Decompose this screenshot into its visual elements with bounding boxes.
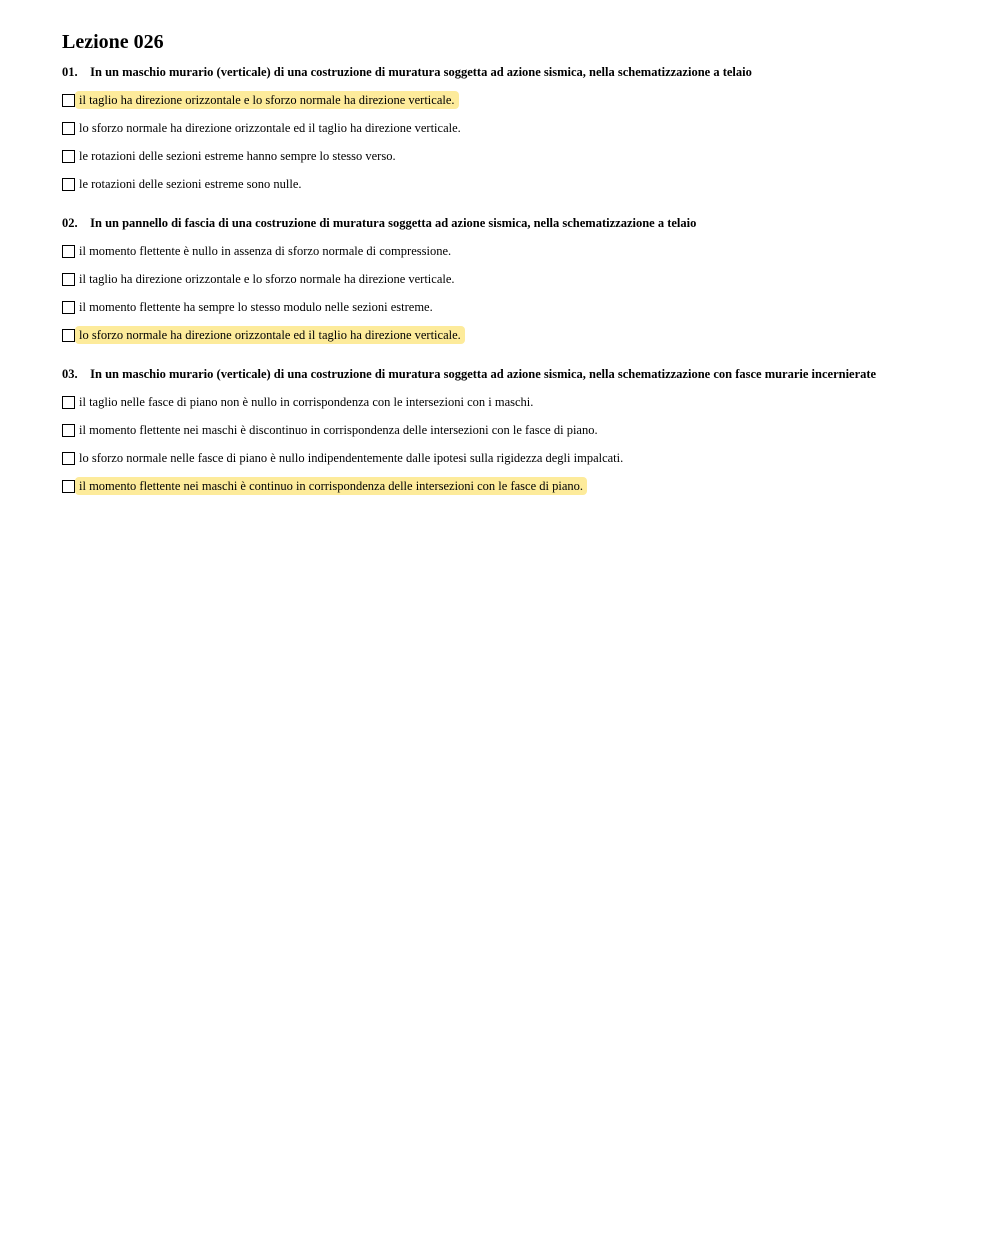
answer-text: le rotazioni delle sezioni estreme sono nulle. bbox=[79, 177, 302, 191]
answer-text: il taglio ha direzione orizzontale e lo sforzo normale ha direzione verticale. bbox=[79, 272, 455, 286]
answer-text: il momento flettente nei maschi è continuo in corrispondenza delle intersezioni con le fasce di piano. bbox=[75, 477, 587, 495]
answer-option bbox=[62, 142, 962, 170]
question-2 bbox=[62, 215, 962, 349]
answer-checkbox[interactable] bbox=[62, 178, 75, 191]
lesson-title: Lezione 026 bbox=[62, 31, 164, 53]
answer-text: le rotazioni delle sezioni estreme hanno sempre lo stesso verso. bbox=[79, 149, 396, 163]
answer-text: il momento flettente ha sempre lo stesso modulo nelle sezioni estreme. bbox=[79, 300, 433, 314]
answer-checkbox[interactable] bbox=[62, 480, 75, 493]
question-text: In un maschio murario (verticale) di una costruzione di muratura soggetta ad azione sismica, nella schematizzazione a telaio bbox=[90, 65, 752, 79]
answer-checkbox[interactable] bbox=[62, 273, 75, 286]
document-page bbox=[62, 29, 962, 517]
answer-option bbox=[62, 86, 962, 114]
question-heading bbox=[62, 366, 962, 382]
question-3 bbox=[62, 366, 962, 500]
answer-option bbox=[62, 293, 962, 321]
answer-text: il momento flettente nei maschi è discontinuo in corrispondenza delle intersezioni con le fasce di piano. bbox=[79, 423, 598, 437]
answer-checkbox[interactable] bbox=[62, 452, 75, 465]
answer-checkbox[interactable] bbox=[62, 245, 75, 258]
answer-option bbox=[62, 170, 962, 198]
answer-checkbox[interactable] bbox=[62, 396, 75, 409]
answer-text: il taglio ha direzione orizzontale e lo sforzo normale ha direzione verticale. bbox=[75, 91, 459, 109]
answer-text: lo sforzo normale ha direzione orizzontale ed il taglio ha direzione verticale. bbox=[75, 326, 465, 344]
answer-text: lo sforzo normale nelle fasce di piano è nullo indipendentemente dalle ipotesi sulla rigidezza degli impalcati. bbox=[79, 451, 624, 465]
question-1 bbox=[62, 64, 962, 198]
answer-checkbox[interactable] bbox=[62, 122, 75, 135]
answer-option bbox=[62, 472, 962, 500]
answer-option bbox=[62, 265, 962, 293]
answer-checkbox[interactable] bbox=[62, 424, 75, 437]
answer-checkbox[interactable] bbox=[62, 94, 75, 107]
answer-text: lo sforzo normale ha direzione orizzontale ed il taglio ha direzione verticale. bbox=[79, 121, 461, 135]
question-number: 03. bbox=[62, 367, 78, 381]
answer-text: il taglio nelle fasce di piano non è nullo in corrispondenza con le intersezioni con i maschi. bbox=[79, 395, 534, 409]
answer-option bbox=[62, 416, 962, 444]
answer-option bbox=[62, 237, 962, 265]
answer-option bbox=[62, 321, 962, 349]
answer-checkbox[interactable] bbox=[62, 301, 75, 314]
question-heading bbox=[62, 215, 962, 231]
answer-option bbox=[62, 388, 962, 416]
question-text: In un pannello di fascia di una costruzione di muratura soggetta ad azione sismica, nella schematizzazione a telaio bbox=[90, 216, 697, 230]
answer-option bbox=[62, 444, 962, 472]
answer-option bbox=[62, 114, 962, 142]
question-heading bbox=[62, 64, 962, 80]
question-text: In un maschio murario (verticale) di una costruzione di muratura soggetta ad azione sismica, nella schematizzazione con fasce murarie incernierate bbox=[90, 367, 877, 381]
answer-text: il momento flettente è nullo in assenza di sforzo normale di compressione. bbox=[79, 244, 452, 258]
question-number: 02. bbox=[62, 216, 78, 230]
answer-checkbox[interactable] bbox=[62, 150, 75, 163]
answer-checkbox[interactable] bbox=[62, 329, 75, 342]
question-number: 01. bbox=[62, 65, 78, 79]
